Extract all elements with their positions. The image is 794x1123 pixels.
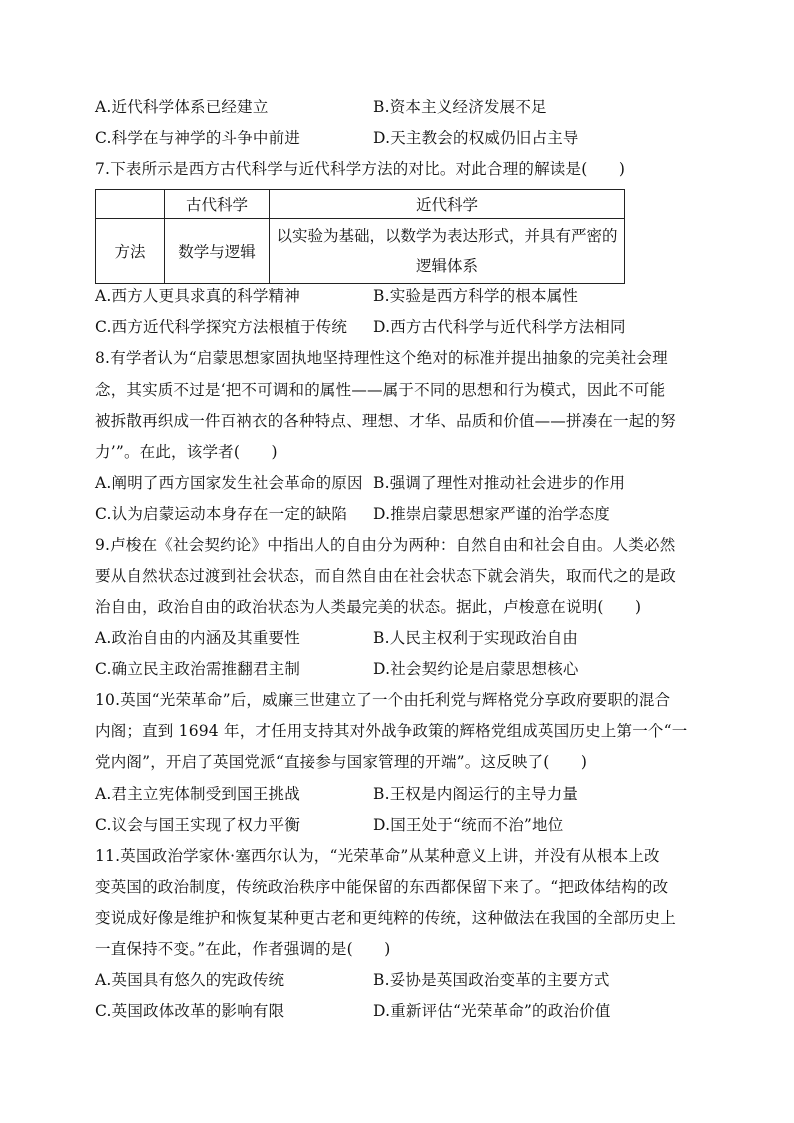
q9-stem-line: 治自由，政治自由的政治状态为人类最完美的状态。据此，卢梭意在说明( ) [95, 598, 642, 616]
q8-stem-line: 8.有学者认为“启蒙思想家固执地坚持理性这个绝对的标准并提出抽象的完美社会理 [95, 349, 668, 367]
q7-option-a: A.西方人更具求真的科学精神 [95, 287, 300, 305]
table-cell-ancient: 数学与逻辑 [165, 219, 270, 284]
q9-stem-line: 要从自然状态过渡到社会状态，而自然自由在社会状态下就会消失，取而代之的是政 [95, 567, 676, 585]
q6-option-b: B.资本主义经济发展不足 [373, 98, 547, 116]
q11-option-c: C.英国政体改革的影响有限 [95, 1002, 285, 1020]
table-cell-modern-line2: 逻辑体系 [415, 257, 478, 275]
q10-option-c: C.议会与国王实现了权力平衡 [95, 816, 301, 834]
table-cell-modern-line1: 以实验为基础，以数学为表达形式，并具有严密的 [276, 227, 618, 245]
table-cell-modern [270, 219, 625, 284]
q11-stem-line: 一直保持不变。”在此，作者强调的是( ) [95, 940, 391, 958]
q10-stem-line: 10.英国“光荣革命”后，威廉三世建立了一个由托利党与辉格党分享政府要职的混合 [95, 691, 671, 709]
q9-option-d: D.社会契约论是启蒙思想核心 [373, 660, 579, 678]
q10-option-a: A.君主立宪体制受到国王挑战 [95, 785, 300, 803]
q11-option-a: A.英国具有悠久的宪政传统 [95, 971, 285, 989]
q6-option-d: D.天主教会的权威仍旧占主导 [373, 129, 579, 147]
q7-stem: 7.下表所示是西方古代科学与近代科学方法的对比。对此合理的解读是( ) [95, 160, 626, 178]
q10-option-d: D.国王处于“统而不治”地位 [373, 816, 564, 834]
q10-option-b: B.王权是内阁运行的主导力量 [373, 785, 579, 803]
q8-option-a: A.阐明了西方国家发生社会革命的原因 [95, 474, 363, 492]
q10-stem-line: 党内阁”，开启了英国党派“直接参与国家管理的开端”。这反映了( ) [95, 753, 588, 771]
q9-option-b: B.人民主权利于实现政治自由 [373, 629, 579, 647]
q6-option-c: C.科学在与神学的斗争中前进 [95, 129, 301, 147]
q9-option-a: A.政治自由的内涵及其重要性 [95, 629, 300, 647]
q7-comparison-table [95, 189, 625, 284]
table-row-label: 方法 [96, 219, 165, 284]
q8-stem-line: 被拆散再织成一件百衲衣的各种特点、理想、才华、品质和价值——拼凑在一起的努 [95, 412, 676, 430]
q11-stem-line: 变说成好像是维护和恢复某种更古老和更纯粹的传统，这种做法在我国的全部历史上 [95, 909, 676, 927]
q7-option-b: B.实验是西方科学的根本属性 [373, 287, 579, 305]
q7-option-c: C.西方近代科学探究方法根植于传统 [95, 318, 348, 336]
q8-option-d: D.推崇启蒙思想家严谨的治学态度 [373, 505, 611, 523]
q11-stem-line: 变英国的政治制度，传统政治秩序中能保留的东西都保留下来了。“把政体结构的改 [95, 878, 669, 896]
q9-stem-line: 9.卢梭在《社会契约论》中指出人的自由分为两种：自然自由和社会自由。人类必然 [95, 536, 676, 554]
q8-option-c: C.认为启蒙运动本身存在一定的缺陷 [95, 505, 348, 523]
q10-stem-line: 内阁；直到 1694 年，才任用支持其对外战争政策的辉格党组成英国历史上第一个“一 [95, 722, 688, 740]
table-header-modern: 近代科学 [270, 190, 625, 219]
table-header-ancient: 古代科学 [165, 190, 270, 219]
q8-stem-line: 念，其实质不过是‘把不可调和的属性——属于不同的思想和行为模式，因此不可能 [95, 381, 666, 399]
q7-option-d: D.西方古代科学与近代科学方法相同 [373, 318, 626, 336]
q9-option-c: C.确立民主政治需推翻君主制 [95, 660, 301, 678]
q6-option-a: A.近代科学体系已经建立 [95, 98, 269, 116]
table-header-empty [96, 190, 165, 219]
q11-option-d: D.重新评估“光荣革命”的政治价值 [373, 1002, 611, 1020]
q8-option-b: B.强调了理性对推动社会进步的作用 [373, 474, 626, 492]
q11-option-b: B.妥协是英国政治变革的主要方式 [373, 971, 610, 989]
q8-stem-line: 力’”。在此，该学者( ) [95, 443, 278, 461]
q11-stem-line: 11.英国政治学家休·塞西尔认为，“光荣革命”从某种意义上讲，并没有从根本上改 [95, 847, 660, 865]
